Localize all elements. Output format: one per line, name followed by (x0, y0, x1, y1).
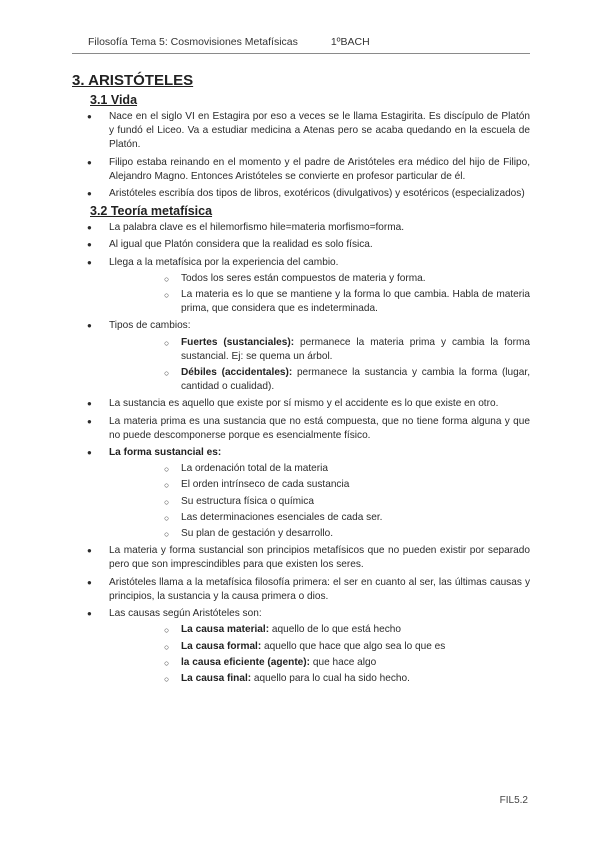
sublist-item (109, 366, 530, 394)
document-body (72, 72, 530, 689)
bold-term: La causa formal: (181, 640, 262, 652)
sublist-item-text: permanece la sustancia y cambia la forma (lugar, cantidad o cualidad). (181, 367, 530, 393)
sublist-item-text: aquello que hace que algo sea lo que es (261, 640, 446, 652)
sublist-item (109, 640, 530, 654)
sublist-item-text: permanece la materia prima y cambia la forma sustancial. Ej: se quema un árbol. (181, 336, 530, 362)
list-item: ● La sustancia es aquello que existe por sí mismo y el accidente es lo que existe en otro. (72, 397, 530, 411)
bold-term: La causa material: (181, 624, 270, 636)
sublist-item: ○ Su plan de gestación y desarrollo. (109, 527, 530, 541)
section-vida-title: 3.1 Vida (90, 93, 138, 107)
sublist-item-text: aquello para lo cual ha sido hecho. (251, 672, 410, 684)
list-item: ● La materia y forma sustancial son principios metafísicos que no pueden existir por separado pero que son imprescindibles para que existen los seres. (72, 544, 530, 572)
sublist-item (109, 336, 530, 364)
list-item: ● Nace en el siglo VI en Estagira por eso a veces se le llama Estagirita. Es discípulo de Platón y fundó el Liceo. Va a estudiar medicina a Atenas pero se acaba quedando en la escuela de Platón. (72, 110, 530, 153)
header-title: Filosofía Tema 5: Cosmovisiones Metafísicas (88, 36, 298, 48)
bold-term: la causa eficiente (agente): (181, 656, 311, 668)
sublist-item (109, 672, 530, 686)
sublist-item: ○ Las determinaciones esenciales de cada ser. (109, 511, 530, 525)
sublist-item (109, 623, 530, 637)
list-item (72, 446, 530, 541)
list-item (72, 607, 530, 686)
sublist-item: ○ El orden intrínseco de cada sustancia (109, 478, 530, 492)
list-item-text: Las causas según Aristóteles son: (109, 608, 262, 620)
list-item: ● Al igual que Platón considera que la realidad es solo física. (72, 238, 530, 252)
sublist-item: ○ La ordenación total de la materia (109, 462, 530, 476)
list-item: ● Aristóteles llama a la metafísica filosofía primera: el ser en cuanto al ser, las últimas causas y principios, la sustancia y la causa primera o dios. (72, 576, 530, 604)
sublist (109, 272, 530, 317)
main-heading: 3. ARISTÓTELES (72, 72, 194, 89)
list-item (72, 256, 530, 317)
list-item: ● La materia prima es una sustancia que no está compuesta, que no tiene forma alguna y que no puede descomponerse porque es esencialmente físico. (72, 415, 530, 443)
bold-term: Fuertes (sustanciales): (181, 336, 295, 348)
sublist (109, 623, 530, 686)
sublist-item (109, 656, 530, 670)
header-divider (72, 53, 530, 54)
sublist-item: ○ Su estructura física o química (109, 495, 530, 509)
list-item-text: Tipos de cambios: (109, 320, 191, 332)
list-item-text: Llega a la metafísica por la experiencia del cambio. (109, 256, 339, 268)
section-metafisica-title: 3.2 Teoría metafísica (90, 204, 213, 219)
list-item: ● Aristóteles escribía dos tipos de libros, exotéricos (divulgativos) y esotéricos (especializados) (72, 187, 530, 201)
sublist-item: ○ La materia es lo que se mantiene y la forma lo que cambia. Habla de materia prima, que considera que es indeterminada. (109, 288, 530, 316)
list-item: ● Filipo estaba reinando en el momento y el padre de Aristóteles era médico del hijo de Filipo, Alejandro Magno. Entonces Aristóteles se convierte en profesor particular de él. (72, 156, 530, 184)
section-vida-list (72, 110, 530, 201)
list-item (72, 319, 530, 394)
bold-term: La causa final: (181, 672, 252, 684)
sublist (109, 462, 530, 541)
page-header (88, 36, 370, 48)
sublist-item-text: aquello de lo que está hecho (269, 624, 401, 636)
bold-term: Débiles (accidentales): (181, 367, 293, 379)
section-metafisica-list (72, 221, 530, 686)
list-item-bold-text: La forma sustancial es: (109, 447, 222, 459)
header-course: 1ºBACH (330, 36, 370, 48)
page-footer: FIL5.2 (499, 795, 528, 806)
sublist-item-text: que hace algo (310, 656, 377, 668)
sublist-item: ○ Todos los seres están compuestos de materia y forma. (109, 272, 530, 286)
list-item: ● La palabra clave es el hilemorfismo hile=materia morfismo=forma. (72, 221, 530, 235)
sublist (109, 336, 530, 395)
